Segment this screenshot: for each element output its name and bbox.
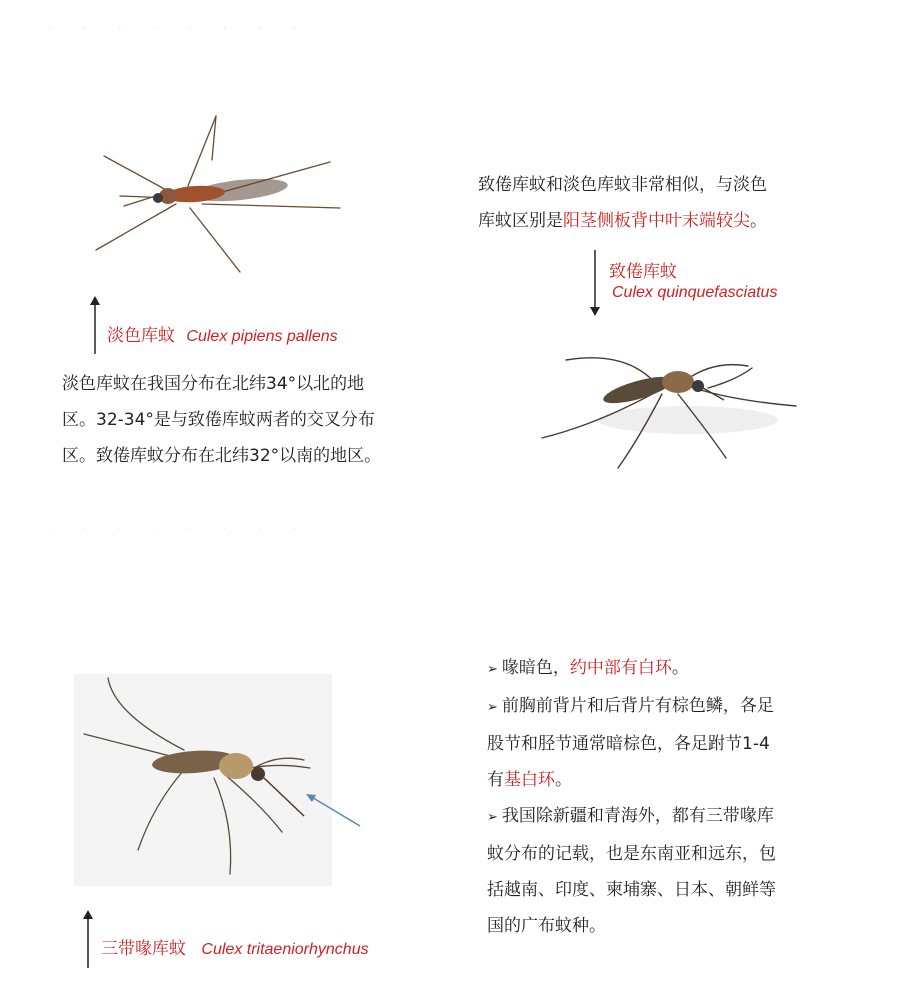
- quinque-mosquito-photo: [538, 340, 800, 480]
- tritaenio-up-arrow: [81, 910, 95, 970]
- proboscis-pointer-arrow: [300, 790, 364, 830]
- bullet-2-line-3: [487, 762, 847, 798]
- quinque-name-latin: Culex quinquefasciatus: [612, 284, 778, 301]
- tritaenio-feature-list: [487, 650, 847, 944]
- quinque-intro-prefix: 库蚊区别是: [478, 211, 563, 231]
- bullet-2-line-3-prefix: 有: [487, 770, 504, 790]
- pallens-distribution-text: [62, 366, 462, 474]
- pallens-line-2: 区。32-34°是与致倦库蚊两者的交叉分布: [62, 410, 375, 430]
- bullet-3-line-4: 国的广布蚊种。: [487, 916, 606, 936]
- bullet-arrow-icon: ➢: [487, 810, 498, 825]
- pallens-name-label: [107, 321, 338, 346]
- faint-header-middle: · · · · · · · ·: [48, 522, 311, 535]
- bullet-3-line-3: 括越南、印度、柬埔寨、日本、朝鲜等: [487, 880, 776, 900]
- bullet-1-highlight: 约中部有白环: [569, 658, 672, 678]
- pallens-line-3: 区。致倦库蚊分布在北纬32°以南的地区。: [62, 446, 382, 466]
- bullet-1-text: 喙暗色，: [501, 658, 570, 678]
- tritaenio-name-cn: 三带喙库蚊: [101, 939, 186, 959]
- faint-header-top: · · · · · · · ·: [48, 22, 311, 35]
- bullet-item-3: [487, 798, 847, 944]
- pallens-up-arrow: [88, 296, 102, 356]
- quinque-name-cn: 致倦库蚊: [609, 262, 677, 282]
- bullet-arrow-icon: ➢: [487, 700, 498, 715]
- quinque-intro-line-2: [478, 203, 838, 239]
- pallens-mosquito-photo: [90, 110, 350, 280]
- tritaenio-name-latin: Culex tritaeniorhynchus: [201, 941, 369, 958]
- bullet-arrow-icon: ➢: [487, 662, 498, 677]
- quinque-intro-highlight: 阳茎侧板背中叶末端较尖: [563, 211, 750, 231]
- bullet-3-line-2: 蚊分布的记载，也是东南亚和远东，包: [487, 844, 776, 864]
- bullet-2-line-1: 前胸前背片和后背片有棕色鳞，各足: [501, 696, 774, 716]
- bullet-2-end: 。: [555, 770, 572, 790]
- pallens-name-cn: 淡色库蚊: [107, 326, 175, 346]
- quinque-intro-suffix: 。: [750, 211, 767, 231]
- bullet-2-highlight: 基白环: [504, 770, 555, 790]
- tritaenio-name-label: [101, 934, 369, 959]
- pallens-name-latin: Culex pipiens pallens: [186, 328, 338, 345]
- bullet-item-2: [487, 688, 847, 798]
- quinque-intro-text: [478, 167, 838, 239]
- pallens-line-1: 淡色库蚊在我国分布在北纬34°以北的地: [62, 374, 365, 394]
- bullet-item-1: [487, 650, 847, 688]
- quinque-intro-line-1: 致倦库蚊和淡色库蚊非常相似，与淡色: [478, 175, 767, 195]
- bullet-1-end: 。: [671, 658, 689, 678]
- bullet-2-line-2: 股节和胫节通常暗棕色，各足跗节1-4: [487, 734, 770, 754]
- bullet-3-line-1: 我国除新疆和青海外，都有三带喙库: [501, 806, 774, 826]
- tritaenio-mosquito-photo: [74, 674, 332, 886]
- quinque-down-arrow: [588, 250, 602, 316]
